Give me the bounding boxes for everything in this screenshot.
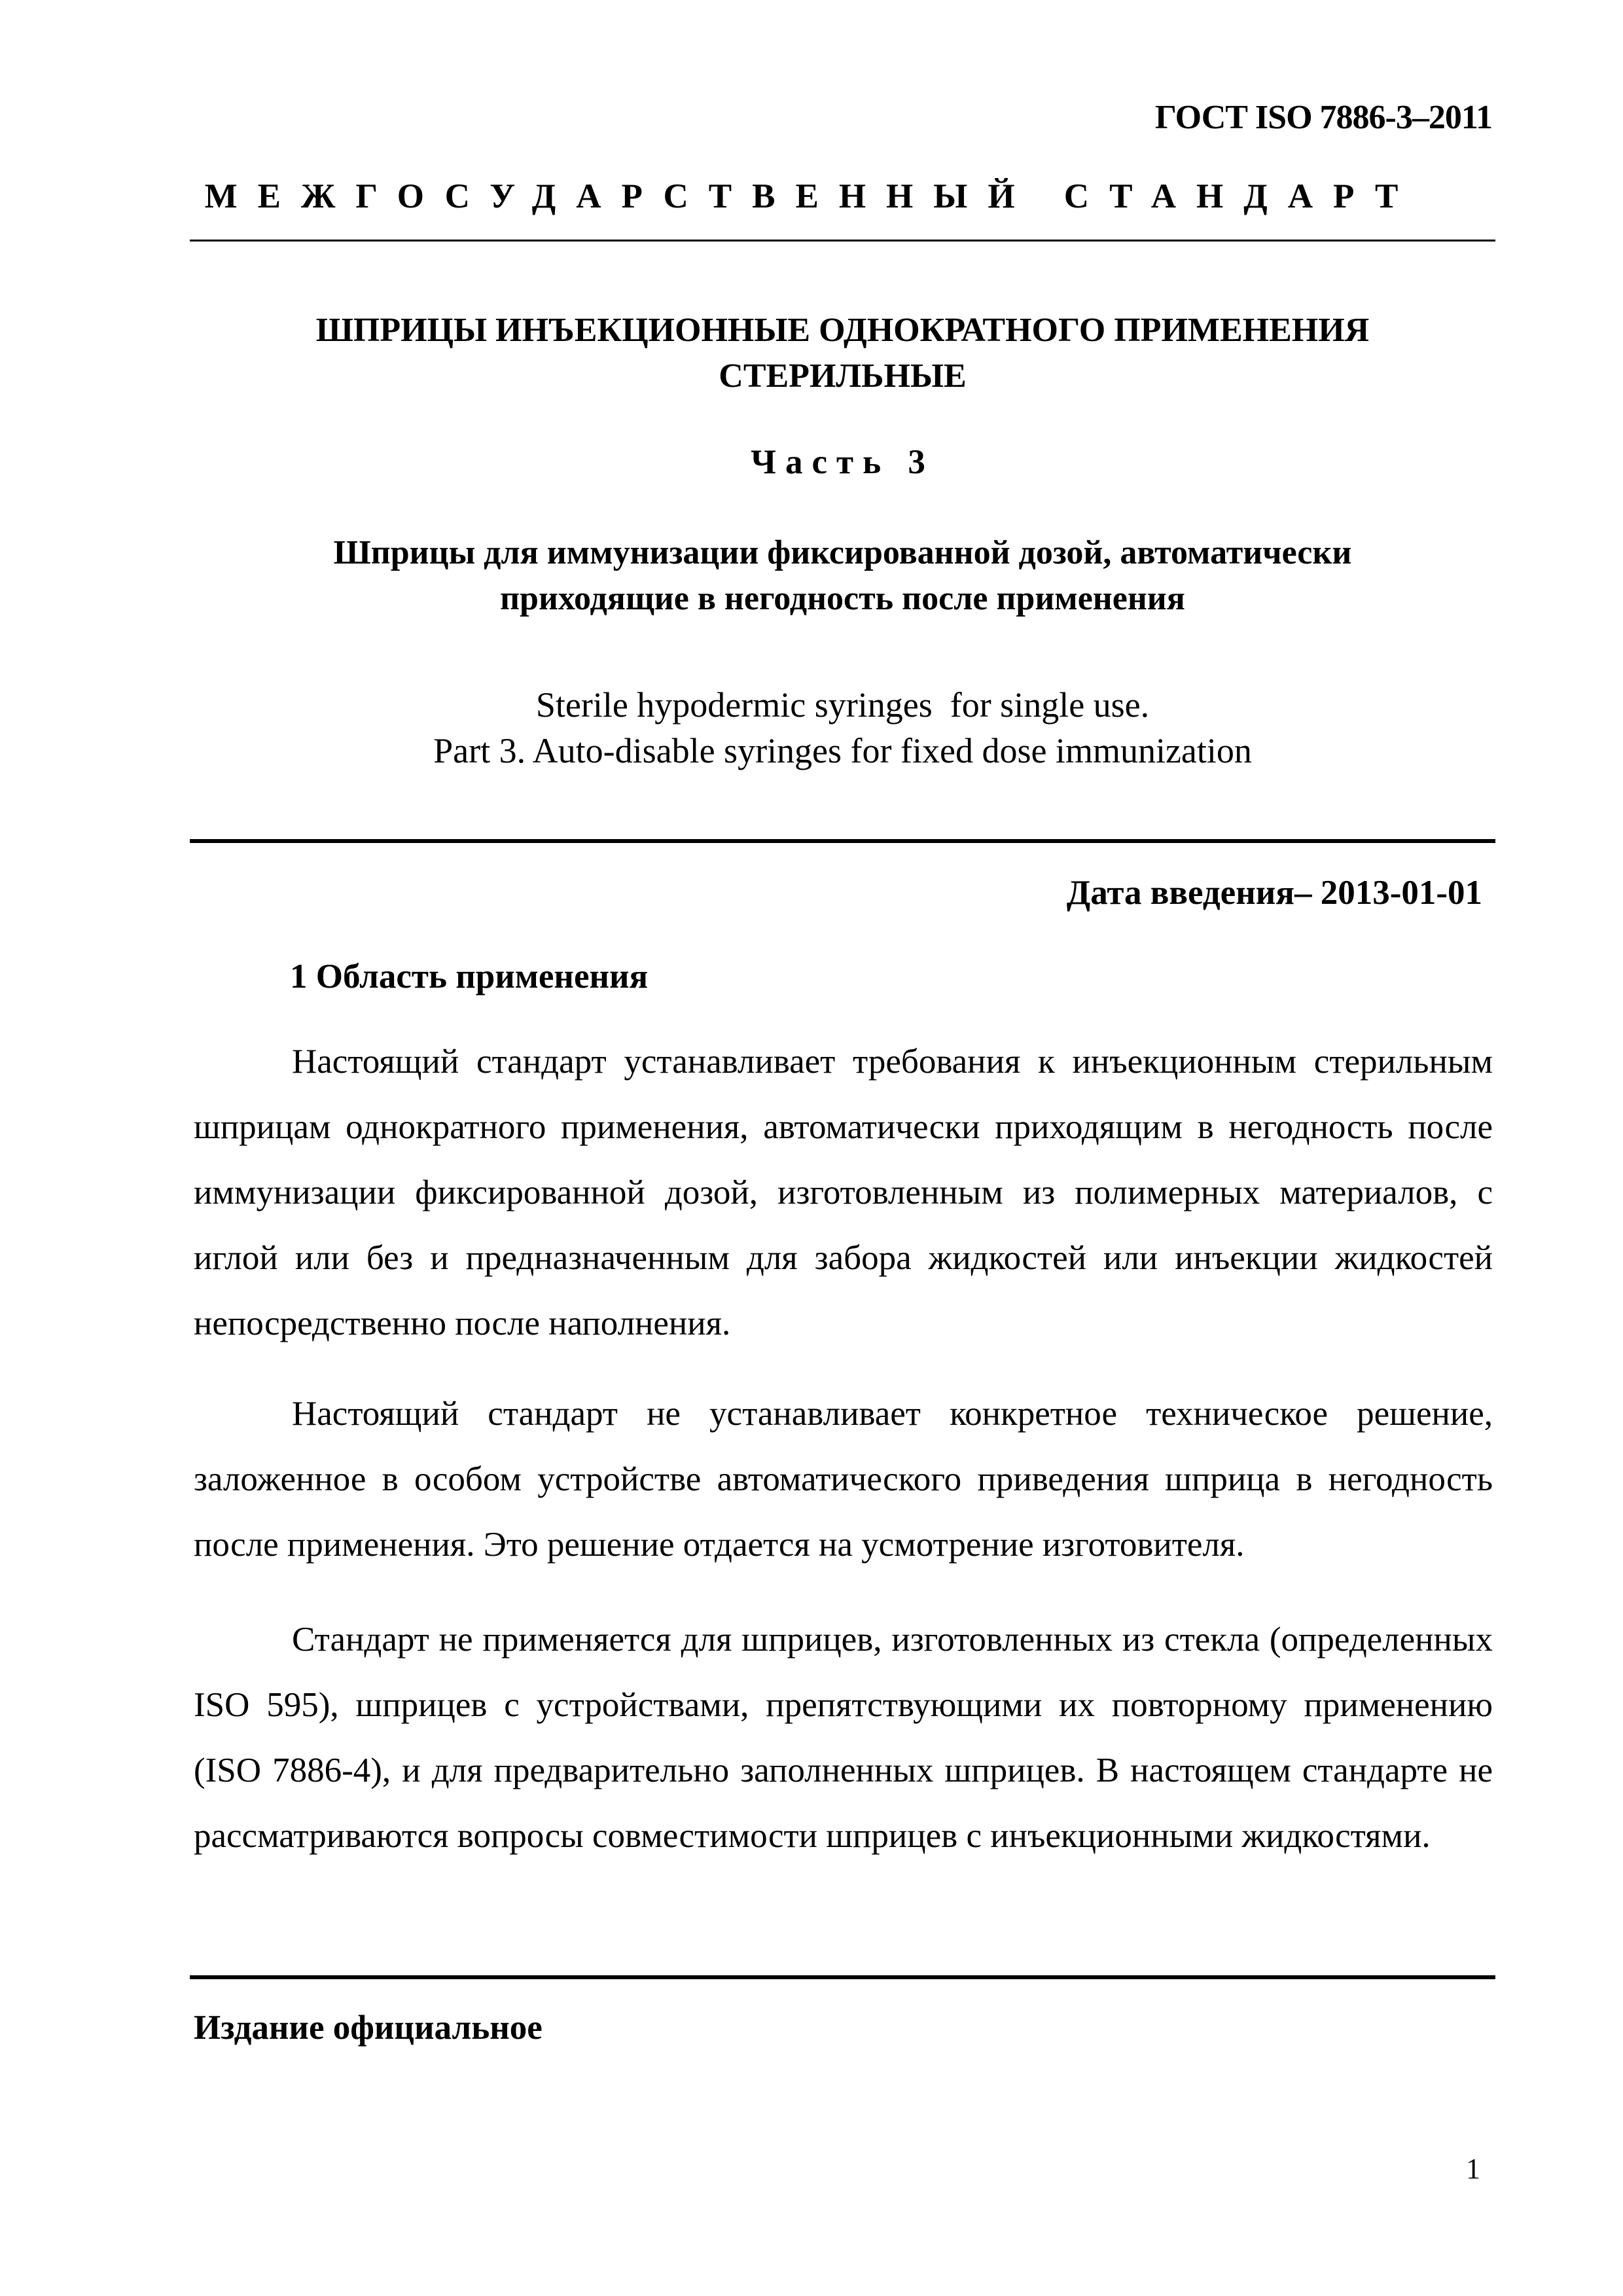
paragraph: Настоящий стандарт не устанавливает конкретное техническое решение, заложенное в особом устройстве автоматического приведения шприца в негодность после применения. Это решение отдается на усмотрение изготовителя. (194, 1395, 1493, 1564)
edition-label: Издание официальное (194, 2009, 543, 2047)
document-number: ГОСТ ISO 7886-3–2011 (1154, 99, 1492, 136)
paragraph: Стандарт не применяется для шприцев, изготовленных из стекла (определенных ISO 595), шприцев с устройствами, препятствующими их повторному применению (ISO 7886-4), и для предварительно заполненных шприцев. В настоящем стандарте не рассматриваются вопросы совместимости шприцев с инъекционными жидкостями. (194, 1621, 1493, 1855)
paragraph: Настоящий стандарт устанавливает требования к инъекционным стерильным шприцам однократного применения, автоматически приходящим в негодность после иммунизации фиксированной дозой, изготовленным из полимерных материалов, с иглой или без и предназначенным для забора жидкостей или инъекции жидкостей непосредственно после наполнения. (194, 1043, 1493, 1342)
part-label: Часть 3 (751, 443, 935, 481)
document-title-line: СТЕРИЛЬНЫЕ (719, 357, 967, 395)
title-divider (190, 839, 1495, 843)
part-subtitle-line: Шприцы для иммунизации фиксированной дозой, автоматически (333, 534, 1352, 571)
english-title-line: Part 3. Auto-disable syringes for fixed dose immunization (433, 731, 1252, 770)
part-subtitle (190, 530, 1495, 622)
english-title (190, 682, 1495, 774)
standard-type-heading: МЕЖГОСУДАРСТВЕННЫЙ СТАНДАРТ (204, 177, 1419, 215)
page-number: 1 (1466, 2153, 1480, 2185)
introduction-date: Дата введения– 2013-01-01 (1066, 874, 1482, 912)
section-heading: 1 Область применения (290, 958, 649, 996)
part-subtitle-line: приходящие в негодность после применения (500, 580, 1185, 617)
document-title-line: ШПРИЦЫ ИНЪЕКЦИОННЫЕ ОДНОКРАТНОГО ПРИМЕНЕНИЯ (315, 312, 1370, 349)
english-title-line: Sterile hypodermic syringes for single use. (535, 685, 1150, 725)
document-title (190, 308, 1495, 399)
footer-divider (190, 1975, 1495, 1979)
header-divider (190, 240, 1495, 242)
